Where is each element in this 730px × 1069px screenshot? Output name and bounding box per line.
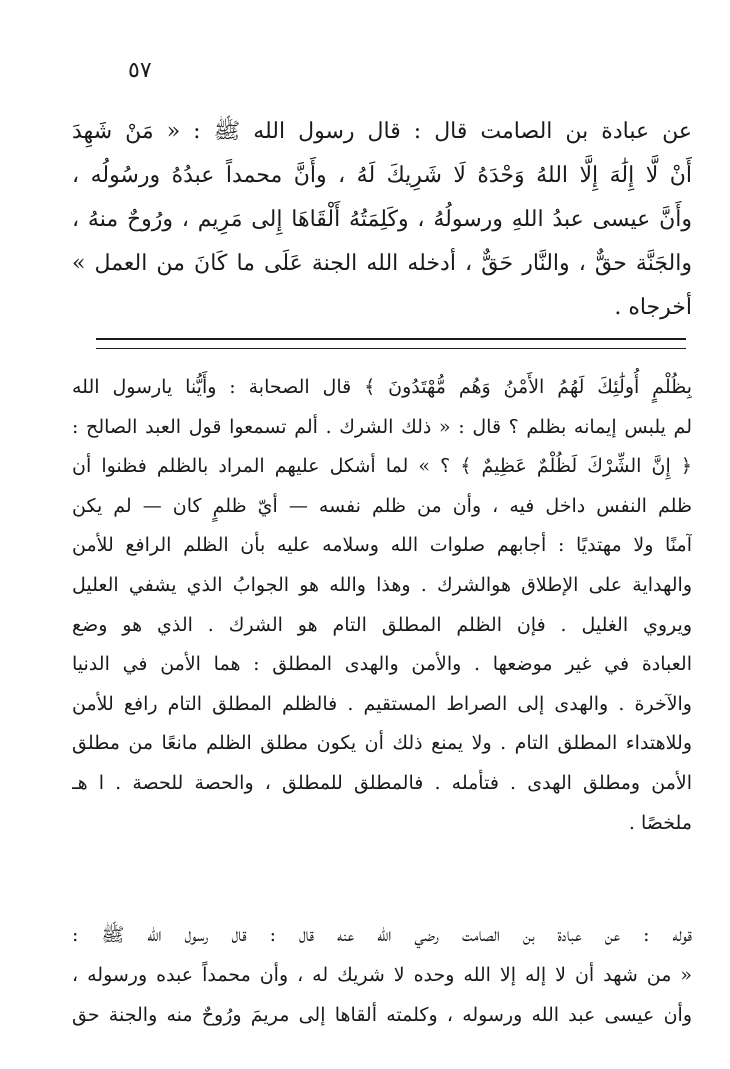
hadith-line: عن عبادة بن الصامت قال : قال رسول الله ﷺ : « مَنْ شَهِدَ <box>72 119 692 144</box>
footnote-divider <box>96 338 686 349</box>
commentary-line: ﴿ إِنَّ الشِّرْكَ لَظُلْمٌ عَظِيمٌ ﴾ ؟ » لما أشكل عليهم المراد بالظلم فظنوا أن <box>72 455 692 478</box>
final-block <box>72 915 692 1035</box>
commentary-line: وللاهتداء المطلق التام . ولا يمنع ذلك أن يكون مطلق الظلم مانعًا من مطلق <box>72 732 692 755</box>
commentary-line: ظلم النفس داخل فيه ، وأن من ظلم نفسه — أيّ ظلمٍ كان — لم يكن <box>72 494 692 517</box>
hadith-line: أَنْ لَّا إِلَٰهَ إِلَّا اللهُ وَحْدَهُ لَا شَرِيكَ لَهُ ، وأَنَّ محمداً عبدُهُ ورسُولُه ، <box>72 163 692 188</box>
commentary-line: لم يلبس إيمانه بظلم ؟ قال : « ذلك الشرك . ألم تسمعوا قول العبد الصالح : <box>72 415 692 438</box>
commentary-line: العبادة في غير موضعها . والأمن والهدى المطلق : هما الأمن في الدنيا <box>72 653 692 676</box>
commentary-line: والهداية على الإطلاق هوالشرك . وهذا والله هو الجوابُ الذي يشفي العليل <box>72 573 692 596</box>
commentary-line: بِظُلْمٍ أُولَٰئِكَ لَهُمُ الأَمْنُ وَهُم مُّهْتَدُونَ ﴾ قال الصحابة : وأَيُّنا يارسول الله <box>72 376 692 398</box>
final-line: قوله : عن عبادة بن الصامت رضي الله عنه قال : قال رسول الله ﷺ : <box>72 924 692 946</box>
hadith-line: وأَنَّ عيسى عبدُ اللهِ ورسولُهُ ، وكَلِمَتُهُ أَلْقَاهَا إِلى مَرِيم ، ورُوحٌ منهُ ، <box>72 207 692 232</box>
page-number: ٥٧ <box>128 58 152 83</box>
hadith-line: أخرجاه . <box>614 295 692 320</box>
commentary-line: والآخرة . والهدى إلى الصراط المستقيم . فالظلم المطلق التام رافع للأمن <box>72 692 692 715</box>
final-line: وأن عيسى عبد الله ورسوله ، وكلمته ألقاها إلى مريمَ ورُوحٌ منه والجنة حق <box>72 1004 692 1026</box>
commentary-line: آمنًا ولا مهتديًا : أجابهم صلوات الله وسلامه عليه بأن الظلم الرافع للأمن <box>72 534 692 557</box>
hadith-block <box>72 110 692 330</box>
hadith-line: والجَنَّة حقٌّ ، والنَّار حَقٌّ ، أدخله الله الجنة عَلَى ما كَانَ من العمل » <box>72 251 692 276</box>
commentary-line: ملخصًا . <box>628 811 692 834</box>
final-line: « من شهد أن لا إله إلا الله وحده لا شريك له ، وأن محمداً عبده ورسوله ، <box>72 964 692 986</box>
commentary-block <box>72 368 692 843</box>
commentary-line: الأمن ومطلق الهدى . فتأمله . فالمطلق للمطلق ، والحصة للحصة . ا هـ <box>72 771 692 794</box>
commentary-line: ويروي الغليل . فإن الظلم المطلق التام هو الشرك . الذي هو وضع <box>72 613 692 636</box>
